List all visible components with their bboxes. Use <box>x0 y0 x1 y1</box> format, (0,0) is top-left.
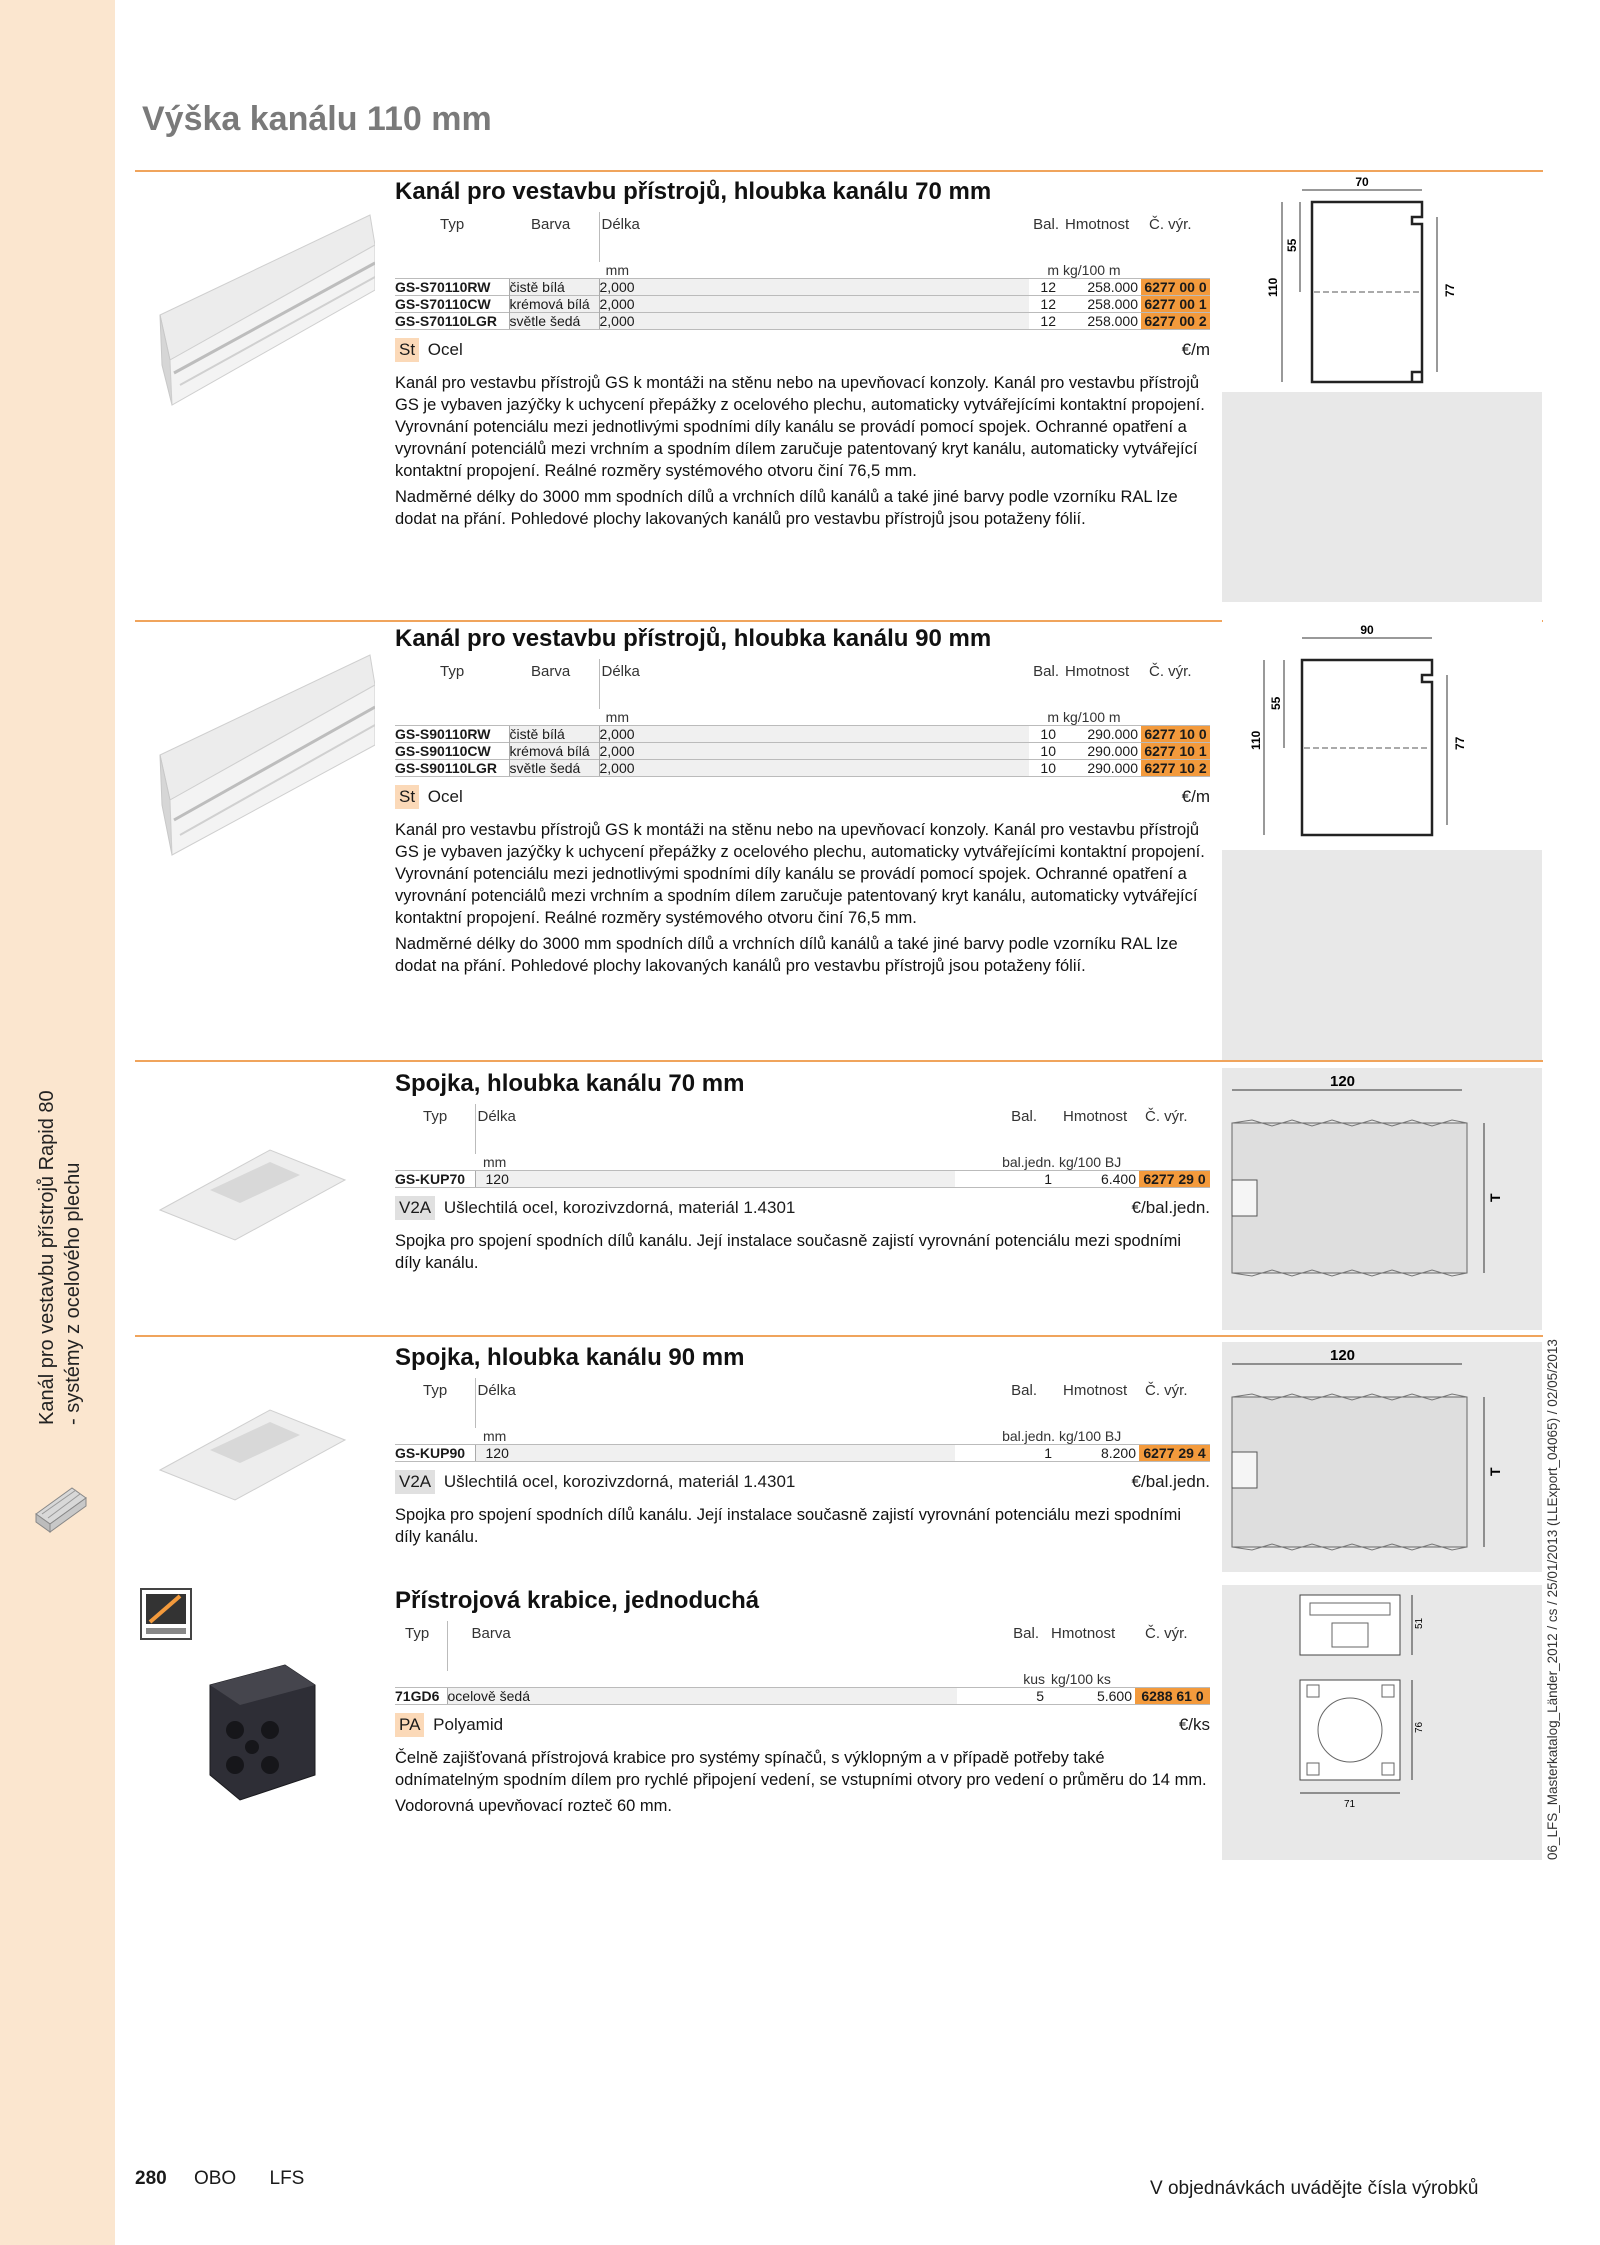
coupler-70-photo <box>150 1140 350 1250</box>
cell-bal: 12 <box>1029 313 1059 330</box>
cell-bal: 12 <box>1029 296 1059 313</box>
unit-bal: m <box>1047 709 1059 725</box>
cell-delka: 120 <box>475 1445 955 1462</box>
col-header-barva: Barva <box>447 1621 957 1671</box>
cell-bal: 12 <box>1029 279 1059 296</box>
price-unit: €/ks <box>1178 1715 1210 1734</box>
col-header-bal: Bal. <box>1033 663 1059 680</box>
product-description <box>395 1230 1210 1274</box>
cell-typ: GS-S70110CW <box>395 296 509 313</box>
description-paragraph: Nadměrné délky do 3000 mm spodních dílů a vrchních dílů kanálů a také jiné barvy podle vzorníku RAL lze dodat na přání. Pohledové plochy lakovaných kanálů pro vestavbu přístrojů jsou potaženy fólií. <box>395 935 1178 975</box>
cell-bal: 1 <box>955 1171 1055 1188</box>
page-number: 280 <box>135 2168 167 2189</box>
material-code: V2A <box>395 1470 435 1494</box>
dim-width: 120 <box>1330 1073 1356 1090</box>
cell-bal: 1 <box>955 1445 1055 1462</box>
material-row <box>395 785 1210 813</box>
cell-typ: 71GD6 <box>395 1688 447 1705</box>
dim-width: 70 <box>1355 175 1369 189</box>
product-section-channel-90 <box>395 625 1210 981</box>
cell-delka: 2,000 <box>599 760 1029 777</box>
cell-cvyr: 6277 10 1 <box>1141 743 1210 760</box>
cell-hmotnost: 290.000 <box>1059 760 1141 777</box>
product-description <box>395 372 1210 530</box>
product-section-coupler-90 <box>395 1344 1210 1552</box>
device-box-photo <box>190 1655 320 1805</box>
cell-typ: GS-S90110CW <box>395 743 509 760</box>
col-header-bal: Bal. <box>1011 1108 1037 1125</box>
material-code: St <box>395 338 419 362</box>
section-title: Kanál pro vestavbu přístrojů, hloubka kanálu 90 mm <box>395 625 992 652</box>
description-paragraph: Vodorovná upevňovací rozteč 60 mm. <box>395 1797 672 1815</box>
dim-upper: 55 <box>1285 238 1299 252</box>
cell-barva: světle šedá <box>509 760 599 777</box>
cell-hmotnost: 6.400 <box>1055 1171 1139 1188</box>
col-header-typ: Typ <box>440 663 465 680</box>
cell-hmotnost: 290.000 <box>1059 726 1141 743</box>
dim-height: 51 <box>1414 1617 1425 1629</box>
cell-bal: 10 <box>1029 726 1059 743</box>
device-box-drawing <box>1222 1585 1542 1860</box>
dim-depth: T <box>1487 1193 1503 1202</box>
coupler-90-drawing <box>1222 1342 1542 1572</box>
footer-note: V objednávkách uvádějte čísla výrobků <box>1150 2178 1479 2199</box>
unit-hmotnost: kg/100 ks <box>1051 1671 1111 1687</box>
cell-bal: 5 <box>957 1688 1047 1705</box>
cell-hmotnost: 290.000 <box>1059 743 1141 760</box>
col-header-hmotnost: Hmotnost <box>1065 216 1130 233</box>
channel-70-drawing <box>1222 172 1542 602</box>
cell-typ: GS-S90110RW <box>395 726 509 743</box>
product-description <box>395 1504 1210 1548</box>
col-header-barva: Barva <box>531 663 571 680</box>
unit-delka: mm <box>605 709 629 725</box>
cell-hmotnost: 5.600 <box>1047 1688 1135 1705</box>
quality-label-icon <box>140 1588 192 1640</box>
unit-delka: mm <box>483 1428 507 1444</box>
catalog-meta-text: 06_LFS_Masterkatalog_Länder_2012 / cs / 25/01/2013 (LLExport_04065) / 02/05/2013 <box>1545 1339 1560 1860</box>
description-paragraph: Spojka pro spojení spodních dílů kanálu. Její instalace současně zajistí vyrovnání potenciálu mezi spodními díly kanálu. <box>395 1232 1182 1272</box>
description-paragraph: Spojka pro spojení spodních dílů kanálu. Její instalace současně zajistí vyrovnání potenciálu mezi spodními díly kanálu. <box>395 1506 1182 1546</box>
cell-delka: 2,000 <box>599 743 1029 760</box>
price-unit: €/m <box>1181 787 1210 806</box>
cell-typ: GS-S70110RW <box>395 279 509 296</box>
dim-depth: T <box>1487 1467 1503 1476</box>
cell-barva: čistě bílá <box>509 279 599 296</box>
material-name: Ocel <box>427 787 463 806</box>
unit-bal: kus <box>1023 1671 1045 1687</box>
cell-barva: světle šedá <box>509 313 599 330</box>
cell-cvyr: 6277 00 2 <box>1141 313 1210 330</box>
dim-lower: 77 <box>1443 283 1457 297</box>
col-header-cvyr: Č. výr. <box>1149 663 1192 680</box>
channel-90-photo <box>150 645 375 865</box>
section-divider <box>135 1060 1543 1062</box>
cell-barva: krémová bílá <box>509 743 599 760</box>
cell-cvyr: 6277 10 0 <box>1141 726 1210 743</box>
cell-cvyr: 6277 00 0 <box>1141 279 1210 296</box>
description-paragraph: Kanál pro vestavbu přístrojů GS k montáži na stěnu nebo na upevňovací konzoly. Kanál pro vestavbu přístrojů GS je vybaven jazýčky k uchycení přepážky z ocelového plechu, automaticky vytvářejícími kontaktní propojení. Vyrovnání potenciálu mezi jednotlivými spodními díly kanálu se provádí pomocí spojek. Ochranné opatření a vyrovnání potenciálů mezi vrchním a spodním dílem zaručuje patentovaný kryt kanálu, automaticky vytvářející kontaktní propojení. Reálné rozměry systémového otvoru činí 76,5 mm. <box>395 374 1205 480</box>
cell-barva: ocelově šedá <box>447 1688 957 1705</box>
material-row <box>395 1196 1210 1224</box>
unit-bal: m <box>1047 262 1059 278</box>
cell-hmotnost: 258.000 <box>1059 313 1141 330</box>
cell-typ: GS-KUP90 <box>395 1445 475 1462</box>
cell-cvyr: 6277 29 4 <box>1139 1445 1210 1462</box>
product-section-channel-70 <box>395 178 1210 534</box>
col-header-hmotnost: Hmotnost <box>1063 1382 1128 1399</box>
dim-width: 90 <box>1360 623 1374 637</box>
price-unit: €/bal.jedn. <box>1131 1198 1210 1217</box>
col-header-typ: Typ <box>423 1108 448 1125</box>
section-title: Spojka, hloubka kanálu 70 mm <box>395 1070 745 1097</box>
cell-typ: GS-KUP70 <box>395 1171 475 1188</box>
cell-delka: 2,000 <box>599 313 1029 330</box>
dim-width: 71 <box>1344 1799 1356 1810</box>
col-header-typ: Typ <box>405 1625 430 1642</box>
table-row <box>395 1445 1210 1462</box>
material-row <box>395 1470 1210 1498</box>
dim-width: 120 <box>1330 1347 1356 1364</box>
cell-typ: GS-S70110LGR <box>395 313 509 330</box>
cell-bal: 10 <box>1029 743 1059 760</box>
unit-delka: mm <box>483 1154 507 1170</box>
table-row <box>395 743 1210 760</box>
unit-hmotnost: kg/100 m <box>1063 262 1121 278</box>
cell-delka: 2,000 <box>599 279 1029 296</box>
cell-delka: 120 <box>475 1171 955 1188</box>
product-description <box>395 1747 1210 1817</box>
table-row <box>395 279 1210 296</box>
dim-upper: 55 <box>1269 696 1283 710</box>
footer-brand: OBO <box>193 2168 237 2189</box>
unit-bal: bal.jedn. <box>1002 1428 1055 1444</box>
section-title: Přístrojová krabice, jednoduchá <box>395 1587 760 1614</box>
side-title-line-1: Kanál pro vestavbu přístrojů Rapid 80 <box>36 1090 58 1425</box>
page-title: Výška kanálu 110 mm <box>142 100 492 138</box>
col-header-delka: Délka <box>599 659 1029 709</box>
description-paragraph: Kanál pro vestavbu přístrojů GS k montáži na stěnu nebo na upevňovací konzoly. Kanál pro vestavbu přístrojů GS je vybaven jazýčky k uchycení přepážky z ocelového plechu, automaticky vytvářejícími kontaktní propojení. Vyrovnání potenciálu mezi jednotlivými spodními díly kanálu se provádí pomocí spojek. Ochranné opatření a vyrovnání potenciálů mezi vrchním a spodním dílem zaručuje patentovaný kryt kanálu, automaticky vytvářející kontaktní propojení. Reálné rozměry systémového otvoru činí 76,5 mm. <box>395 821 1205 927</box>
cell-bal: 10 <box>1029 760 1059 777</box>
footer-left <box>135 2168 304 2190</box>
col-header-bal: Bal. <box>1013 1625 1039 1642</box>
col-header-typ: Typ <box>440 216 465 233</box>
col-header-delka: Délka <box>475 1104 955 1154</box>
cell-delka: 2,000 <box>599 726 1029 743</box>
cell-hmotnost: 258.000 <box>1059 296 1141 313</box>
unit-hmotnost: kg/100 BJ <box>1059 1154 1122 1170</box>
channel-90-drawing <box>1222 620 1542 1060</box>
material-row <box>395 338 1210 366</box>
material-name: Ušlechtilá ocel, korozivzdorná, materiál 1.4301 <box>443 1472 796 1491</box>
table-row <box>395 1688 1210 1705</box>
section-title: Kanál pro vestavbu přístrojů, hloubka kanálu 70 mm <box>395 178 992 205</box>
section-divider <box>135 1335 1543 1337</box>
footer-division: LFS <box>269 2168 305 2189</box>
cell-hmotnost: 258.000 <box>1059 279 1141 296</box>
cell-barva: krémová bílá <box>509 296 599 313</box>
description-paragraph: Čelně zajišťovaná přístrojová krabice pro systémy spínačů, s výklopným a v případě potřeby také odnímatelným spodním dílem pro rychlé připojení vedení, se vstupními otvory pro vedení o průměru do 14 mm. <box>395 1749 1207 1789</box>
material-name: Ocel <box>427 340 463 359</box>
col-header-cvyr: Č. výr. <box>1145 1108 1188 1125</box>
col-header-bal: Bal. <box>1033 216 1059 233</box>
table-row <box>395 726 1210 743</box>
channel-70-photo <box>150 195 375 415</box>
product-section-device-box <box>395 1587 1210 1821</box>
unit-hmotnost: kg/100 m <box>1063 709 1121 725</box>
material-name: Ušlechtilá ocel, korozivzdorná, materiál 1.4301 <box>443 1198 796 1217</box>
unit-bal: bal.jedn. <box>1002 1154 1055 1170</box>
dim-lower: 77 <box>1453 736 1467 750</box>
cell-hmotnost: 8.200 <box>1055 1445 1139 1462</box>
col-header-hmotnost: Hmotnost <box>1065 663 1130 680</box>
material-code: V2A <box>395 1196 435 1220</box>
table-row <box>395 1171 1210 1188</box>
price-unit: €/m <box>1181 340 1210 359</box>
col-header-delka: Délka <box>475 1378 955 1428</box>
cell-cvyr: 6277 29 0 <box>1139 1171 1210 1188</box>
product-description <box>395 819 1210 977</box>
material-row <box>395 1713 1210 1741</box>
col-header-hmotnost: Hmotnost <box>1051 1625 1116 1642</box>
dim-height: 110 <box>1266 277 1280 297</box>
material-code: St <box>395 785 419 809</box>
product-table <box>395 1378 1210 1462</box>
product-table <box>395 659 1210 777</box>
product-section-coupler-70 <box>395 1070 1210 1278</box>
dim-depth: 76 <box>1414 1721 1425 1733</box>
table-row <box>395 296 1210 313</box>
col-header-barva: Barva <box>531 216 571 233</box>
section-title: Spojka, hloubka kanálu 90 mm <box>395 1344 745 1371</box>
unit-delka: mm <box>605 262 629 278</box>
side-title-line-2: - systémy z ocelového plechu <box>62 1162 84 1425</box>
table-row <box>395 313 1210 330</box>
material-name: Polyamid <box>433 1715 504 1734</box>
cell-barva: čistě bílá <box>509 726 599 743</box>
product-table <box>395 212 1210 330</box>
col-header-delka: Délka <box>599 212 1029 262</box>
coupler-70-drawing <box>1222 1068 1542 1330</box>
table-row <box>395 760 1210 777</box>
cell-typ: GS-S90110LGR <box>395 760 509 777</box>
cell-delka: 2,000 <box>599 296 1029 313</box>
price-unit: €/bal.jedn. <box>1131 1472 1210 1491</box>
cell-cvyr: 6288 61 0 <box>1135 1688 1210 1705</box>
dim-height: 110 <box>1249 730 1263 750</box>
col-header-bal: Bal. <box>1011 1382 1037 1399</box>
cell-cvyr: 6277 00 1 <box>1141 296 1210 313</box>
coupler-90-photo <box>150 1400 350 1510</box>
col-header-cvyr: Č. výr. <box>1145 1382 1188 1399</box>
col-header-typ: Typ <box>423 1382 448 1399</box>
product-table <box>395 1621 1210 1705</box>
col-header-hmotnost: Hmotnost <box>1063 1108 1128 1125</box>
side-section-title <box>34 1065 94 1425</box>
col-header-cvyr: Č. výr. <box>1145 1625 1188 1642</box>
material-code: PA <box>395 1713 424 1737</box>
channel-thumbnail-icon <box>32 1478 90 1536</box>
description-paragraph: Nadměrné délky do 3000 mm spodních dílů a vrchních dílů kanálů a také jiné barvy podle vzorníku RAL lze dodat na přání. Pohledové plochy lakovaných kanálů pro vestavbu přístrojů jsou potaženy fólií. <box>395 488 1178 528</box>
cell-cvyr: 6277 10 2 <box>1141 760 1210 777</box>
col-header-cvyr: Č. výr. <box>1149 216 1192 233</box>
product-table <box>395 1104 1210 1188</box>
unit-hmotnost: kg/100 BJ <box>1059 1428 1122 1444</box>
